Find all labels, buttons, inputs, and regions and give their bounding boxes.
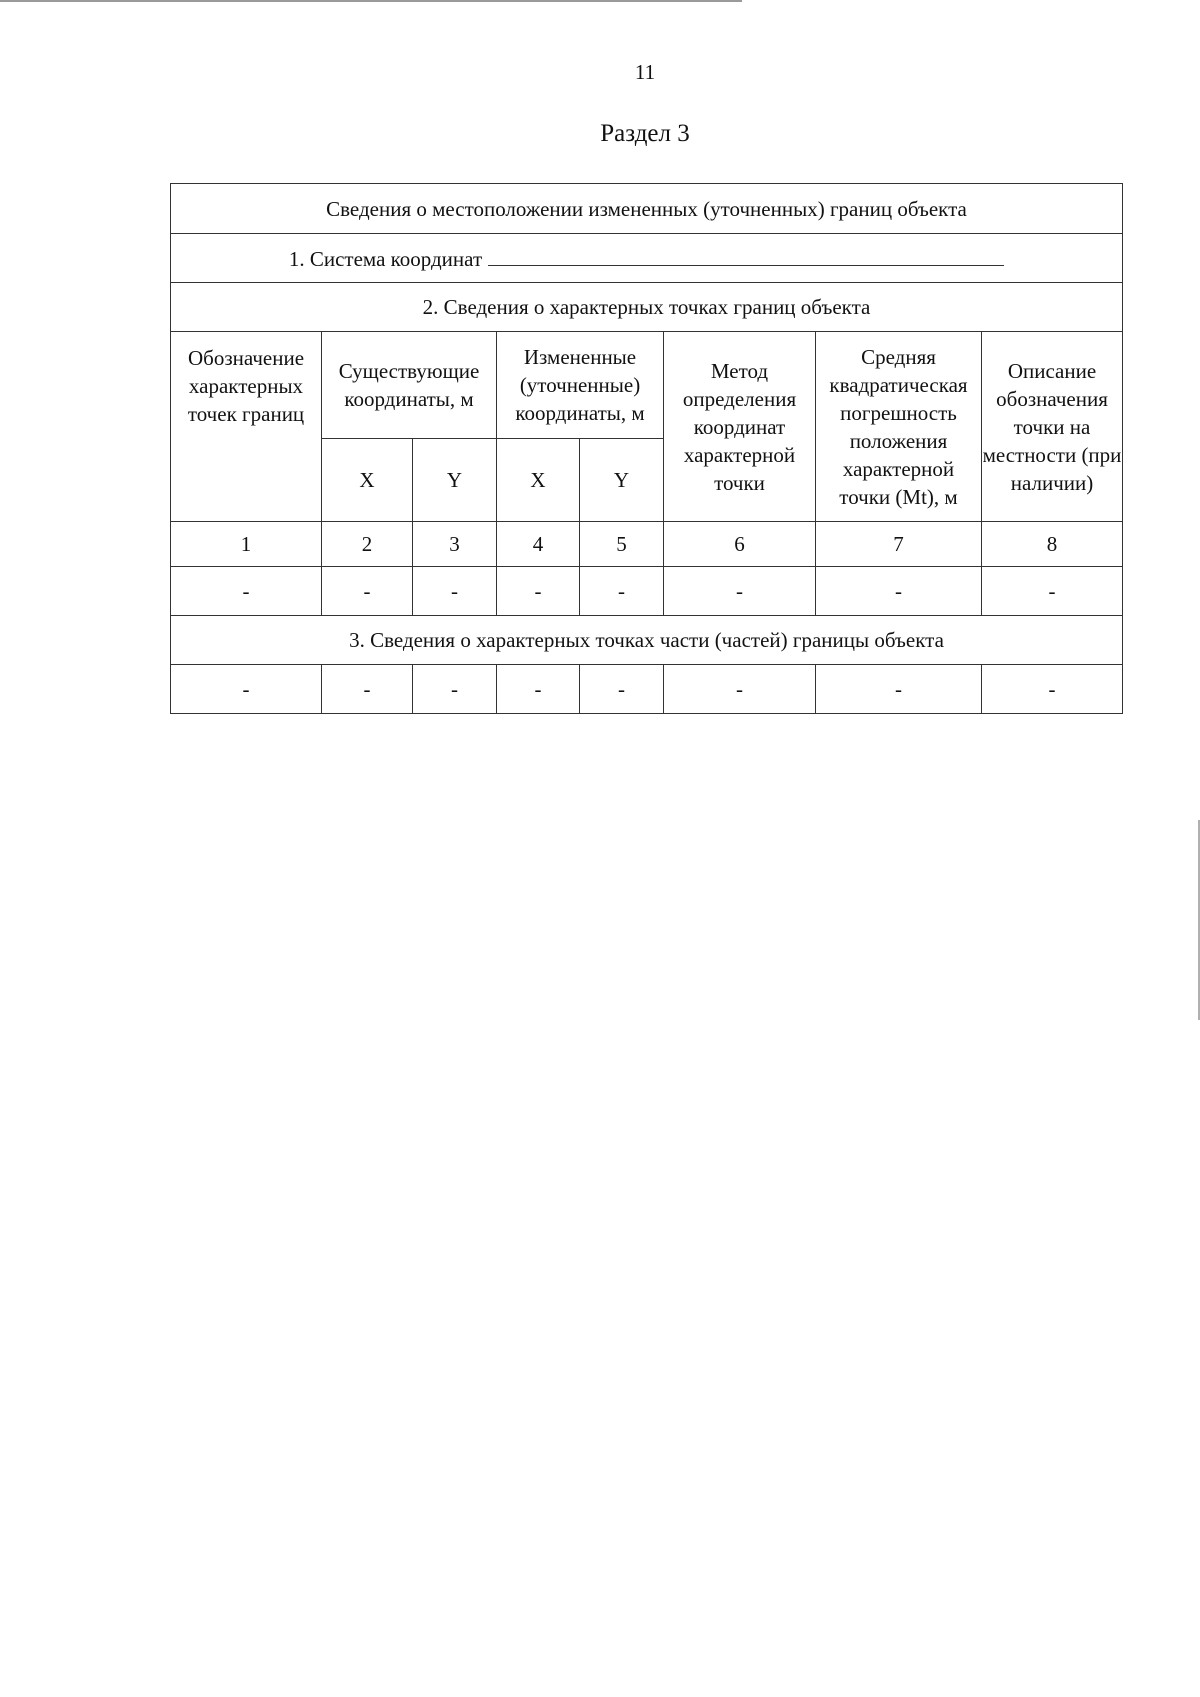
table-cell: -	[664, 665, 816, 714]
characteristic-points-title-row	[171, 283, 1123, 332]
part-points-title: 3. Сведения о характерных точках части (частей) границы объекта	[171, 616, 1123, 665]
page-number: 11	[634, 60, 656, 84]
characteristic-points-title: 2. Сведения о характерных точках границ объекта	[171, 283, 1123, 332]
column-number: 4	[497, 522, 580, 567]
table-cell: -	[580, 567, 664, 616]
header-changed-y: Y	[580, 439, 664, 522]
table-cell: -	[816, 665, 982, 714]
header-method: Метод определения координат характерной точки	[664, 332, 816, 522]
table-cell: -	[580, 665, 664, 714]
header-changed-x: X	[497, 439, 580, 522]
part-data-row	[171, 665, 1123, 714]
header-point-designation: Обозначение характерных точек границ	[171, 332, 322, 522]
table-title-row	[171, 184, 1123, 234]
part-points-title-row	[171, 616, 1123, 665]
column-number: 6	[664, 522, 816, 567]
header-existing-x: X	[322, 439, 413, 522]
header-changed-coordinates: Измененные (уточненные) координаты, м	[497, 332, 664, 439]
header-existing-coordinates: Существующие координаты, м	[322, 332, 497, 439]
table-cell: -	[171, 567, 322, 616]
table-cell: -	[413, 567, 497, 616]
column-number: 3	[413, 522, 497, 567]
table-cell: -	[322, 567, 413, 616]
header-existing-y: Y	[413, 439, 497, 522]
header-mean-error: Средняя квадратическая погрешность положения характерной точки (Mt), м	[816, 332, 982, 522]
column-number: 1	[171, 522, 322, 567]
coordinate-system-row	[171, 234, 1123, 283]
column-number: 5	[580, 522, 664, 567]
table-cell: -	[664, 567, 816, 616]
column-number: 7	[816, 522, 982, 567]
table-cell: -	[497, 567, 580, 616]
table-cell: -	[497, 665, 580, 714]
column-number: 8	[982, 522, 1123, 567]
table-title: Сведения о местоположении измененных (уточненных) границ объекта	[171, 184, 1123, 234]
table-cell: -	[413, 665, 497, 714]
table-cell: -	[171, 665, 322, 714]
points-data-row	[171, 567, 1123, 616]
boundary-info-table	[170, 183, 1123, 714]
table-cell: -	[816, 567, 982, 616]
table-cell: -	[982, 567, 1123, 616]
coordinate-system-blank-line	[488, 243, 1004, 266]
table-cell: -	[322, 665, 413, 714]
table-cell: -	[982, 665, 1123, 714]
column-number: 2	[322, 522, 413, 567]
header-row-top	[171, 332, 1123, 439]
scan-edge-top	[0, 0, 742, 2]
column-numbers-row	[171, 522, 1123, 567]
coordinate-system-cell	[171, 234, 1123, 283]
header-description: Описание обозначения точки на местности (при наличии)	[982, 332, 1123, 522]
section-title: Раздел 3	[600, 120, 690, 147]
coordinate-system-label: 1. Система координат	[288, 247, 483, 271]
